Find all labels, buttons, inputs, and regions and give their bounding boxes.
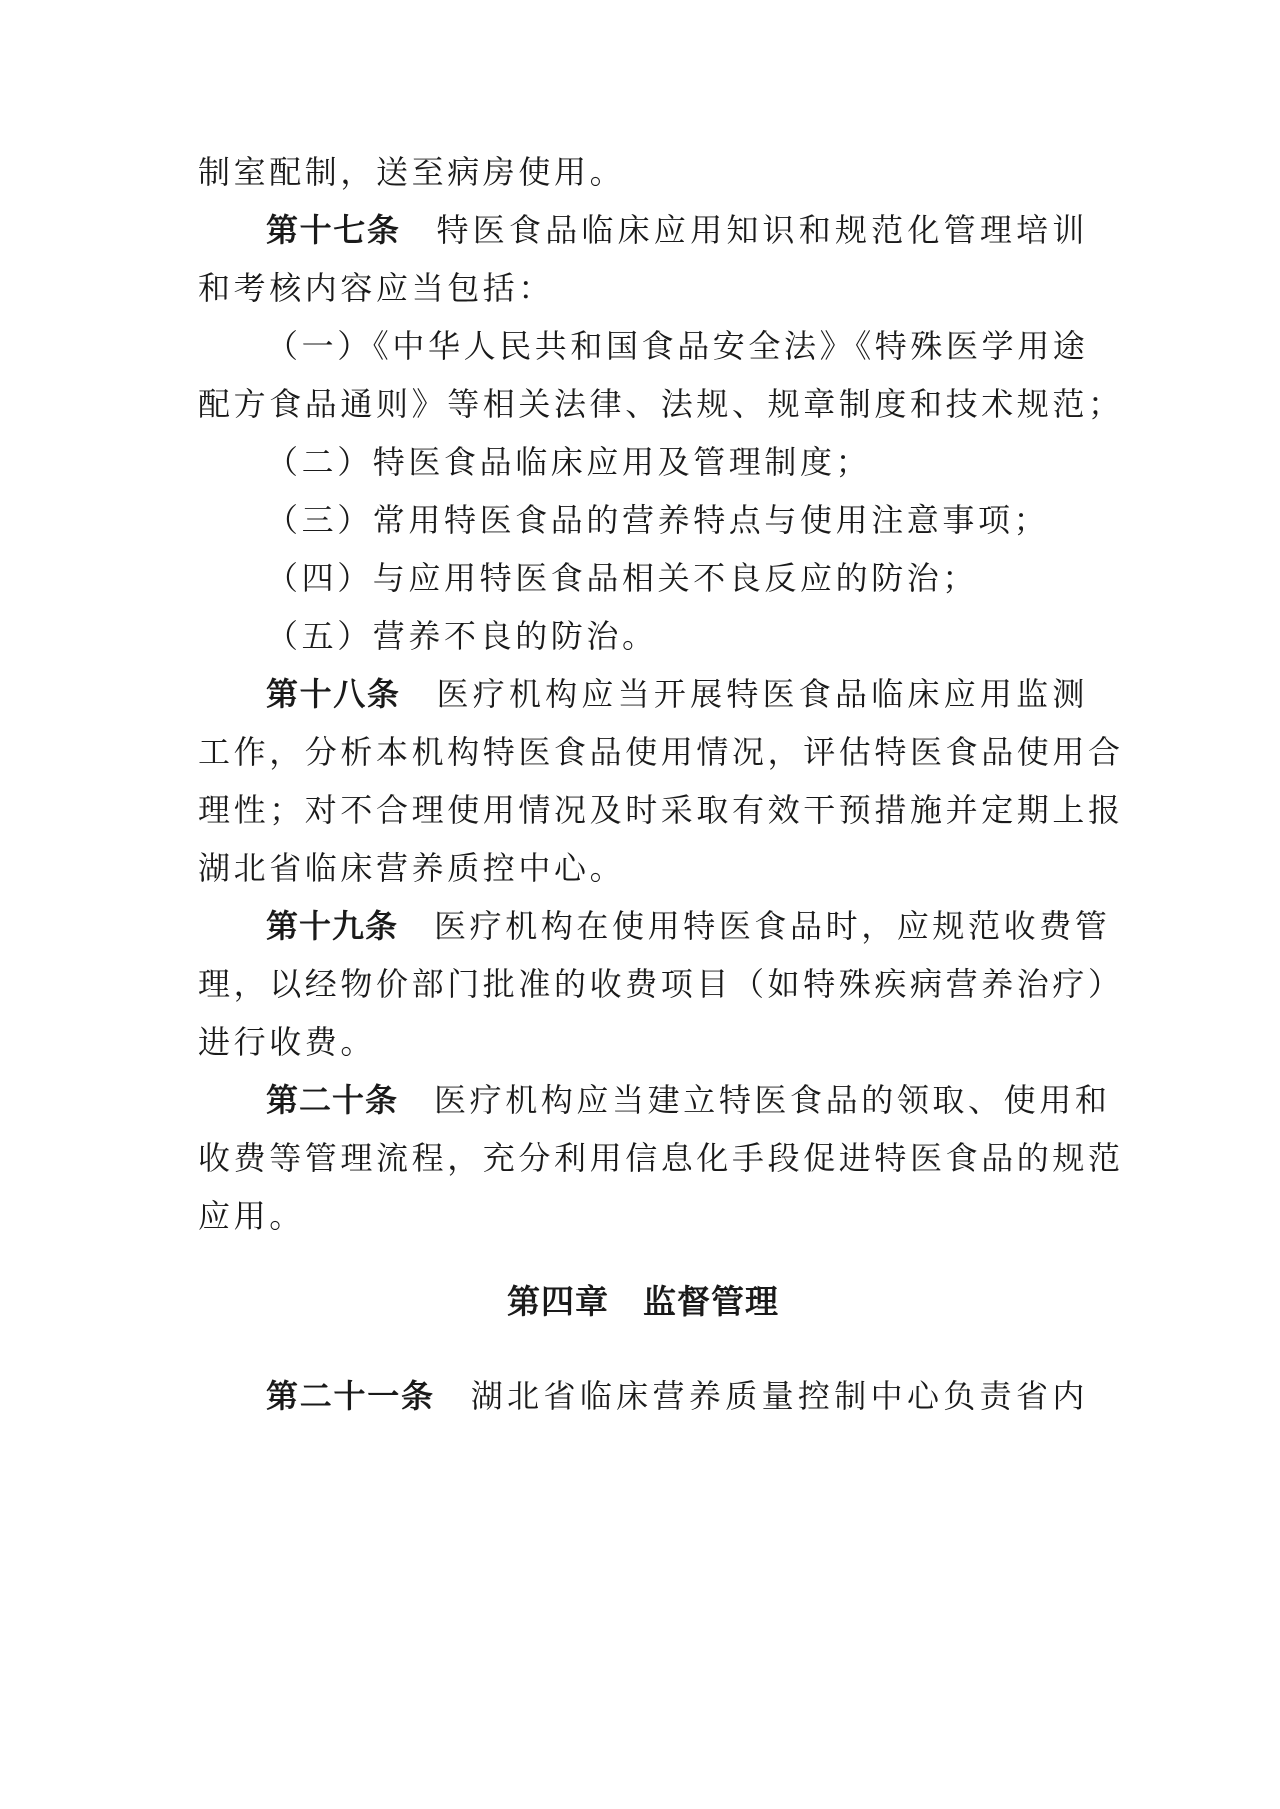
article-19-line-3 <box>198 1020 1088 1064</box>
article-21-label: 第二十一条 <box>266 1377 435 1415</box>
line-text: 理，以经物价部门批准的收费项目（如特殊疾病营养治疗） <box>198 965 1124 1003</box>
line-text: （四）与应用特医食品相关不良反应的防治； <box>266 559 979 597</box>
line-text: 理性；对不合理使用情况及时采取有效干预措施并定期上报 <box>198 791 1124 829</box>
article-19-line-2 <box>198 962 1124 1006</box>
article-18-line-1 <box>266 672 1088 716</box>
line-text: 配方食品通则》等相关法律、法规、规章制度和技术规范； <box>198 385 1124 423</box>
item-2 <box>266 440 1088 484</box>
line-text: 医疗机构应当开展特医食品临床应用监测 <box>436 675 1088 713</box>
item-1-line-2 <box>198 382 1124 426</box>
line-text: 应用。 <box>198 1197 305 1235</box>
line-text: 进行收费。 <box>198 1023 377 1061</box>
article-20-line-2 <box>198 1136 1124 1180</box>
line-text: 和考核内容应当包括： <box>198 269 555 307</box>
line-text: （三）常用特医食品的营养特点与使用注意事项； <box>266 501 1050 539</box>
line-text: 特医食品临床应用知识和规范化管理培训 <box>436 211 1088 249</box>
article-18-line-2 <box>198 730 1124 774</box>
article-19-label: 第十九条 <box>266 907 399 945</box>
article-17-label: 第十七条 <box>266 211 401 249</box>
line-text: 湖北省临床营养质量控制中心负责省内 <box>470 1377 1088 1415</box>
chapter-heading <box>198 1280 1088 1324</box>
article-18-label: 第十八条 <box>266 675 401 713</box>
article-19-line-1 <box>266 904 1111 948</box>
chapter-number: 第四章 <box>507 1282 609 1321</box>
article-20-line-1 <box>266 1078 1111 1122</box>
line-text: 收费等管理流程，充分利用信息化手段促进特医食品的规范 <box>198 1139 1124 1177</box>
item-4 <box>266 556 1088 600</box>
chapter-title: 监督管理 <box>643 1282 779 1321</box>
item-3 <box>266 498 1088 542</box>
line-text: 工作，分析本机构特医食品使用情况，评估特医食品使用合 <box>198 733 1124 771</box>
line-text: 湖北省临床营养质控中心。 <box>198 849 626 887</box>
article-21-line-1 <box>266 1374 1088 1418</box>
article-20-line-3 <box>198 1194 1088 1238</box>
article-18-line-4 <box>198 846 1088 890</box>
line-text: （五）营养不良的防治。 <box>266 617 658 655</box>
line-text: （二）特医食品临床应用及管理制度； <box>266 443 872 481</box>
line-text: 医疗机构在使用特医食品时，应规范收费管 <box>434 907 1111 945</box>
item-1-line-1 <box>266 324 1088 368</box>
article-17-line-1 <box>266 208 1088 252</box>
article-17-line-2 <box>198 266 1088 310</box>
text-line-continuation <box>198 150 1088 194</box>
article-20-label: 第二十条 <box>266 1081 399 1119</box>
article-18-line-3 <box>198 788 1124 832</box>
line-text: 医疗机构应当建立特医食品的领取、使用和 <box>434 1081 1111 1119</box>
line-text: 制室配制，送至病房使用。 <box>198 153 626 191</box>
item-5 <box>266 614 1088 658</box>
line-text: （一）《中华人民共和国食品安全法》《特殊医学用途 <box>266 327 1089 365</box>
